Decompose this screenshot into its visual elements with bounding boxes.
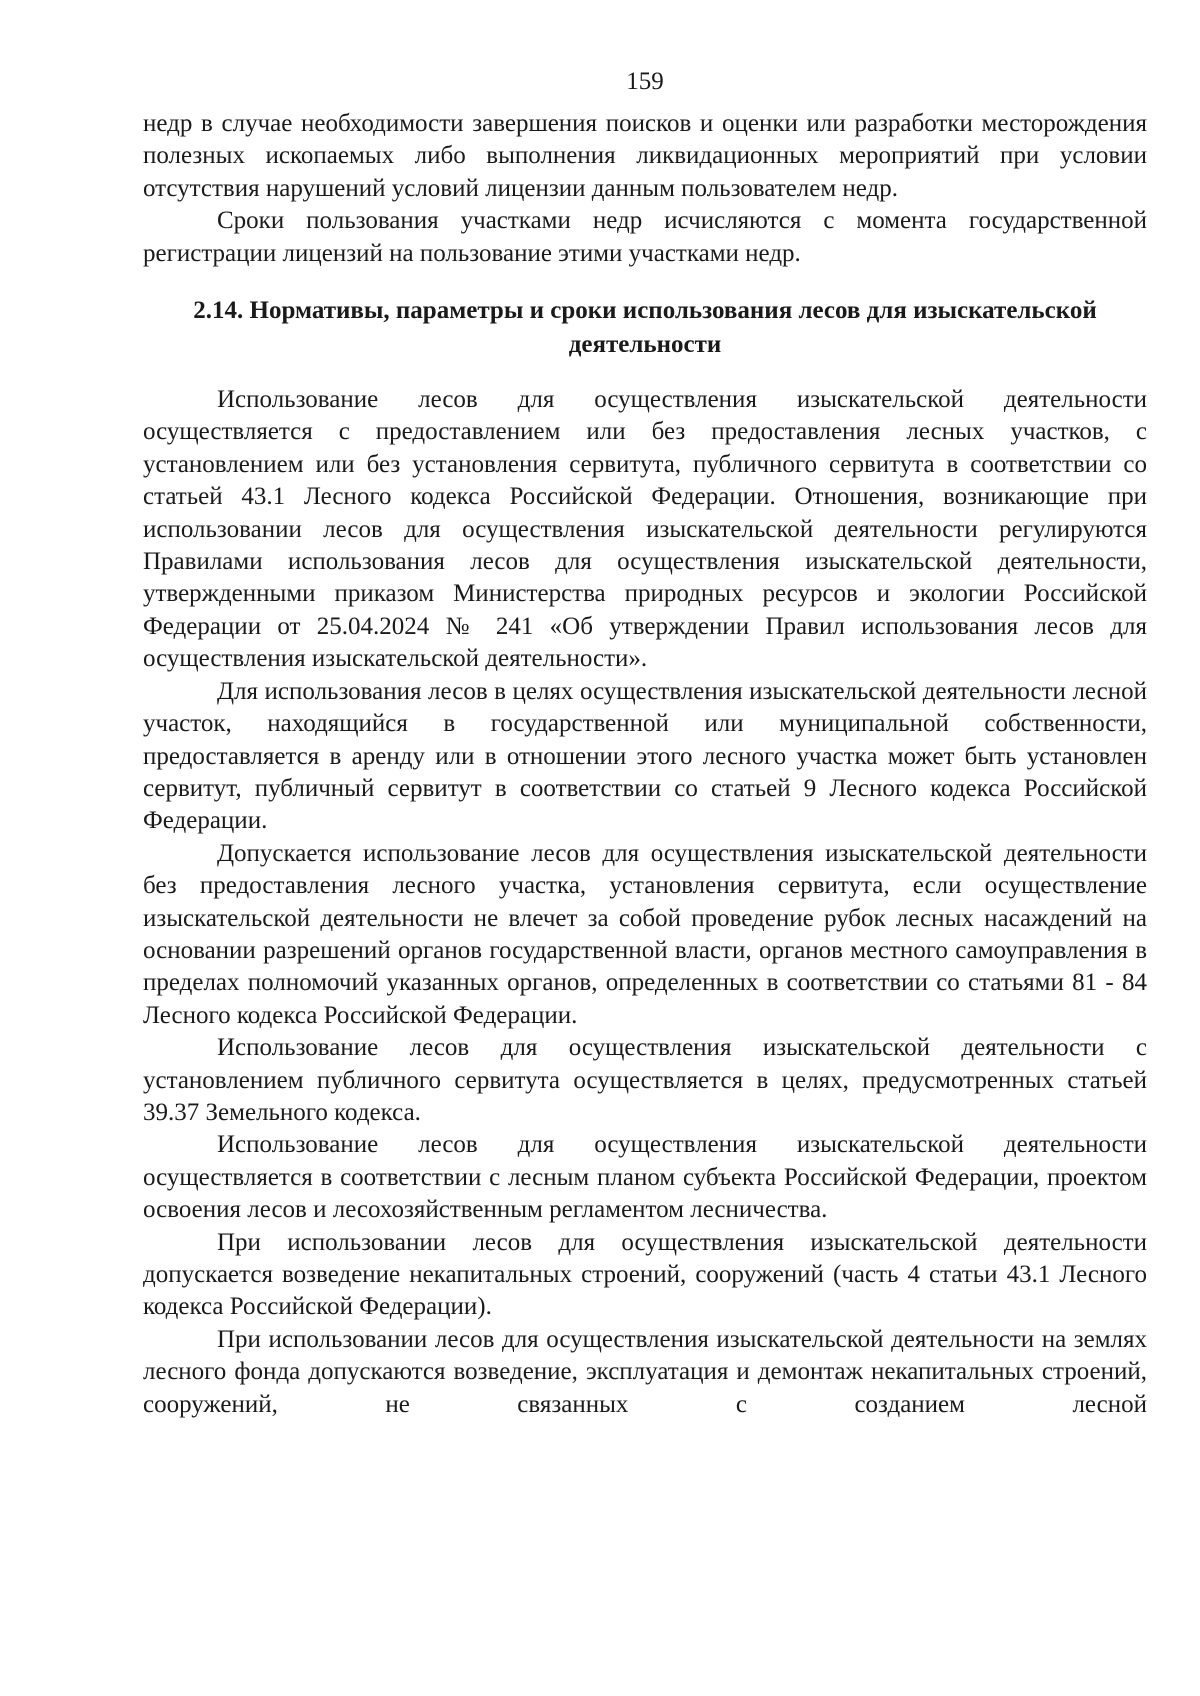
- paragraph-temporary-structures: При использовании лесов для осуществления изыскательской деятельности допускается возведение некапитальных строений, сооружений (часть 4 статьи 43.1 Лесного кодекса Российской Федерации).: [143, 1228, 1147, 1321]
- page-number: 159: [626, 68, 664, 95]
- section-heading: 2.14. Нормативы, параметры и сроки использования лесов для изыскательской деятельности: [193, 297, 1097, 359]
- paragraph-public-servitude: Использование лесов для осуществления изыскательской деятельности с установлением публичного сервитута осуществляется в целях, предусмотренных статьей 39.37 Земельного кодекса.: [143, 1034, 1147, 1126]
- paragraph-land-plot-lease: Для использования лесов в целях осуществления изыскательской деятельности лесной участок, находящийся в государственной или муниципальной собственности, предоставляется в аренду или в отношении этого лесного участка может быть установлен сервитут, публичный сервитут в соответствии со статьей 9 Лесного кодекса Российской Федерации.: [143, 677, 1147, 835]
- paragraph-forest-use-general: Использование лесов для осуществления изыскательской деятельности осуществляется с предоставлением или без предоставления лесных участков, с установлением или без установления сервитута, публичного сервитута в соответствии со статьей 43.1 Лесного кодекса Российской Федерации. Отношения, возникающие при использовании лесов для осуществления изыскательской деятельности регулируются Правилами использования лесов для осуществления изыскательской деятельности, утвержденными приказом Министерства природных ресурсов и экологии Российской Федерации от 25.04.2024 № 241 «Об утверждении Правил использования лесов для осуществления изыскательской деятельности».: [143, 386, 1147, 673]
- paragraph-license-terms: Сроки пользования участками недр исчисляются с момента государственной регистрации лицензий на пользование этими участками недр.: [143, 207, 1147, 267]
- paragraph-continued: недр в случае необходимости завершения поисков и оценки или разработки месторождения полезных ископаемых либо выполнения ликвидационных мероприятий при условии отсутствия нарушений условий лицензии данным пользователем недр.: [143, 110, 1147, 202]
- paragraph-forest-plan: Использование лесов для осуществления изыскательской деятельности осуществляется в соответствии с лесным планом субъекта Российской Федерации, проектом освоения лесов и лесохозяйственным регламентом лесничества.: [143, 1131, 1147, 1224]
- paragraph-forest-fund-lands: При использовании лесов для осуществления изыскательской деятельности на землях лесного фонда допускаются возведение, эксплуатация и демонтаж некапитальных строений, сооружений, не связанных с созданием лесной: [143, 1325, 1147, 1418]
- paragraph-without-plot: Допускается использование лесов для осуществления изыскательской деятельности без предоставления лесного участка, установления сервитута, если осуществление изыскательской деятельности не влечет за собой проведение рубок лесных насаждений на основании разрешений органов государственной власти, органов местного самоуправления в пределах полномочий указанных органов, определенных в соответствии со статьями 81 - 84 Лесного кодекса Российской Федерации.: [143, 839, 1147, 1029]
- document-page: [143, 62, 1147, 1662]
